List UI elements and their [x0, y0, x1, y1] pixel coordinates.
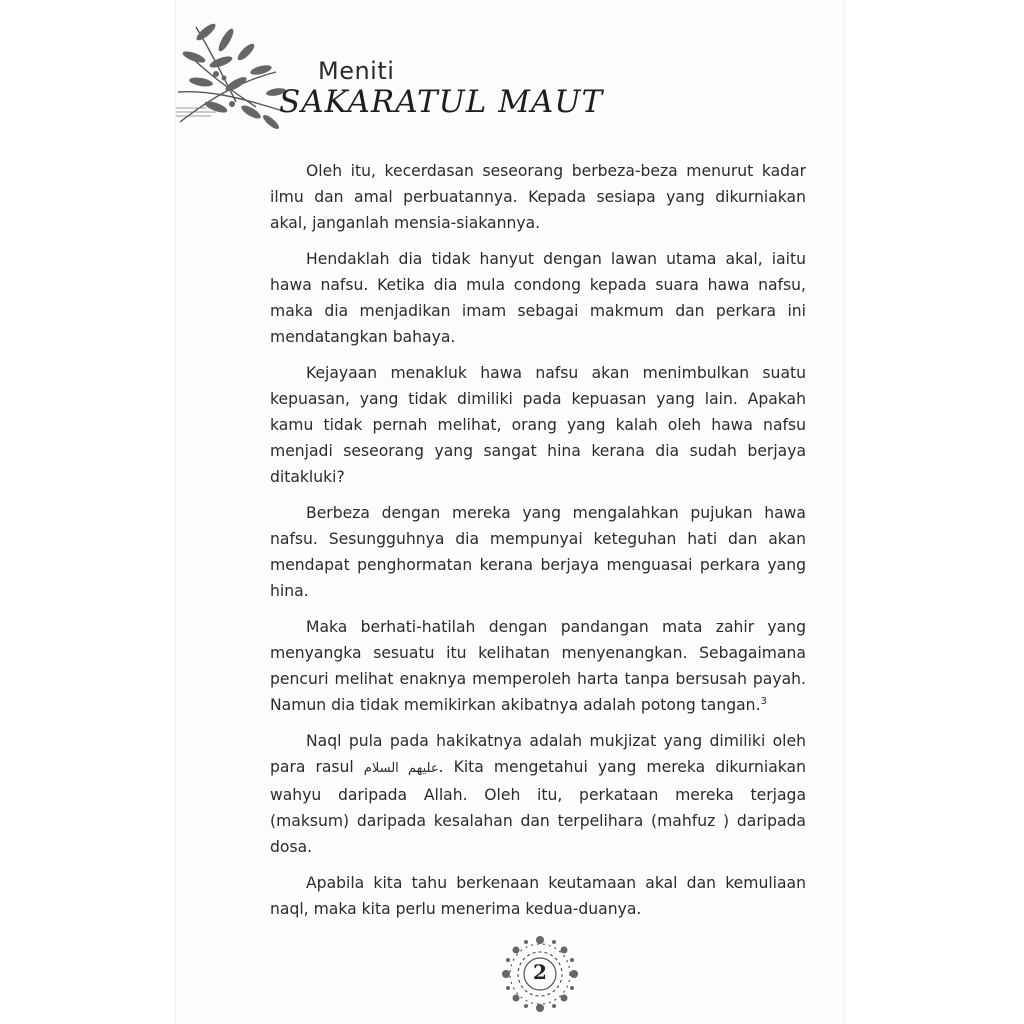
paragraph: Oleh itu, kecerdasan seseorang berbeza-beza menurut kadar ilmu dan amal perbuatannya. Kepada sesiapa yang dikurniakan akal, janganlah mensia-siakannya.: [270, 162, 806, 232]
title-top: Meniti: [318, 57, 395, 85]
title-main: SAKARATUL MAUT: [279, 84, 604, 120]
footnote-marker: 3: [760, 695, 767, 707]
paragraph: Kejayaan menakluk hawa nafsu akan menimbulkan suatu kepuasan, yang tidak dimiliki pada kepuasan yang lain. Apakah kamu tidak pernah melihat, orang yang kalah oleh hawa nafsu menjadi seseorang yang sangat hina kerana dia sudah berjaya ditakluki?: [270, 364, 806, 486]
paragraph-text: Maka berhati-hatilah dengan pandangan mata zahir yang menyangka sesuatu itu kelihatan menyenangkan. Sebagaimana pencuri melihat enaknya memperoleh harta tanpa bersusah payah. Namun dia tidak memikirkan akibatnya adalah potong tangan.: [270, 618, 806, 714]
paragraph-with-honorific: [270, 728, 806, 860]
chapter-header: [176, 12, 604, 142]
body-text: [270, 158, 806, 932]
paragraph-text-continued: . Kita mengetahui yang mereka dikurniakan wahyu daripada Allah. Oleh itu, perkataan mereka terjaga (maksum) daripada kesalahan dan terpelihara (mahfuz ) daripada dosa.: [270, 758, 806, 856]
paragraph: Hendaklah dia tidak hanyut dengan lawan utama akal, iaitu hawa nafsu. Ketika dia mula condong kepada suara hawa nafsu, maka dia menjadikan imam sebagai makmum dan perkara ini mendatangkan bahaya.: [270, 250, 806, 346]
honorific-glyph: عليهم السلام: [363, 761, 439, 776]
paragraph: Apabila kita tahu berkenaan keutamaan akal dan kemuliaan naql, maka kita perlu menerima kedua-duanya.: [270, 874, 806, 918]
olive-branch-icon: [176, 12, 296, 140]
paragraph-with-footnote: [270, 614, 806, 718]
page-number-badge: [498, 932, 582, 1016]
page-number: 2: [533, 960, 547, 984]
paragraph: Berbeza dengan mereka yang mengalahkan pujukan hawa nafsu. Sesungguhnya dia mempunyai keteguhan hati dan akan mendapat penghormatan kerana berjaya menguasai perkara yang hina.: [270, 504, 806, 600]
paragraph-text: Naql pula pada hakikatnya adalah mukjizat yang dimiliki oleh para rasul: [270, 732, 806, 776]
